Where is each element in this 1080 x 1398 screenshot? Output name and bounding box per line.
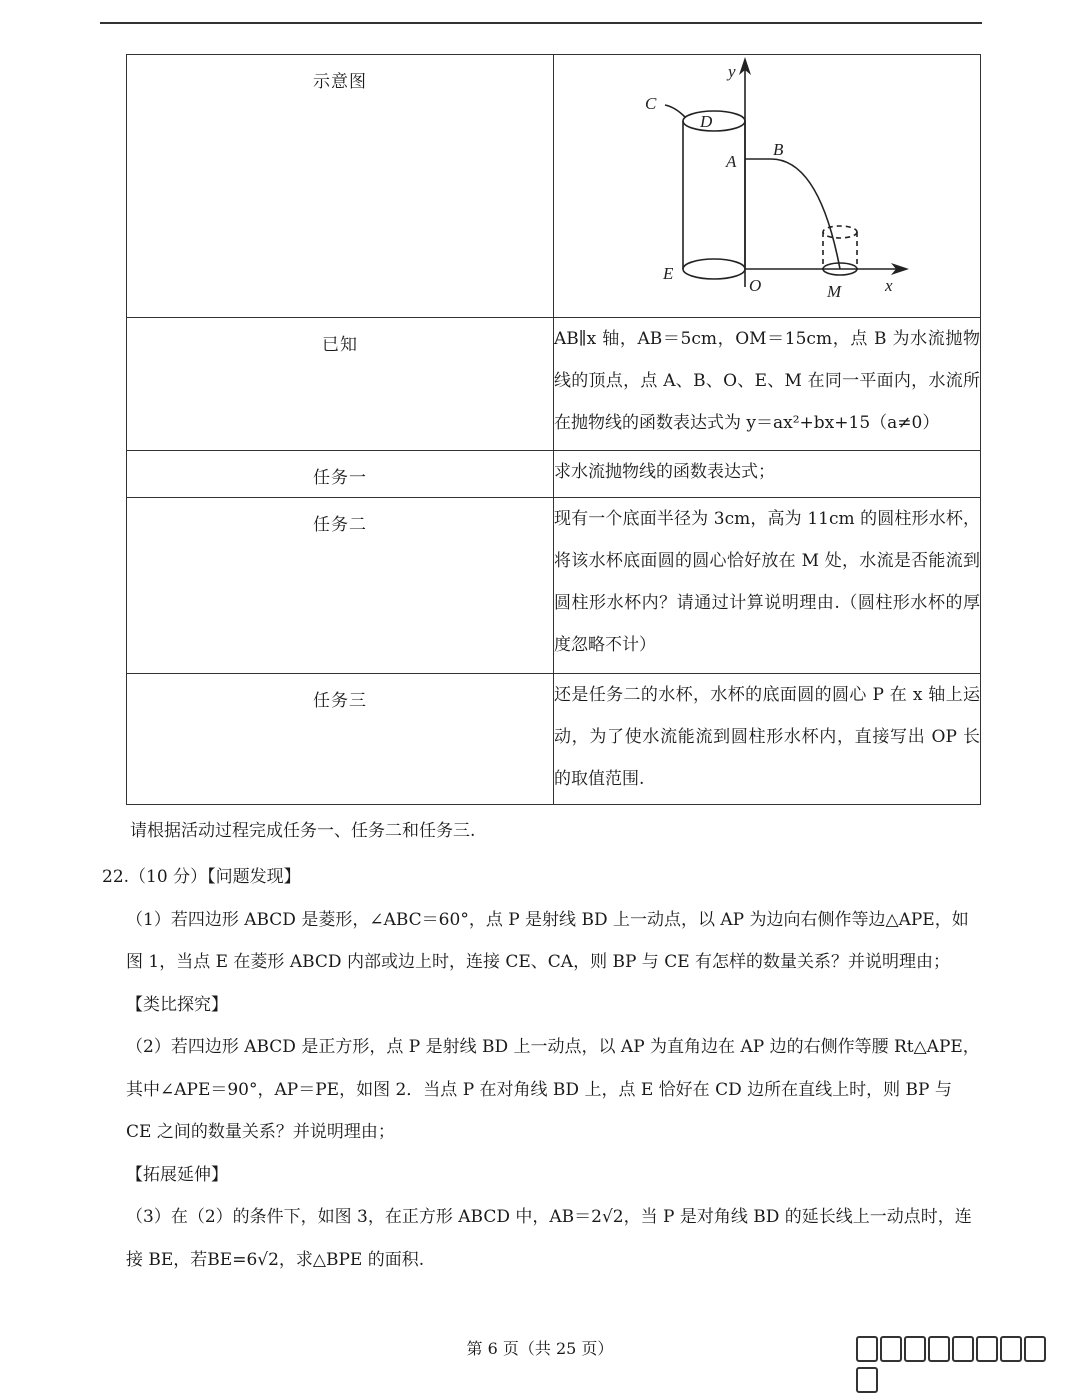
watermark-mark (856, 1336, 1061, 1362)
problem-heading: 22.（10 分）【问题发现】 (102, 867, 301, 887)
c-leader-line (665, 105, 685, 117)
row-label: 任务一 (313, 468, 367, 488)
row-content: 求水流抛物线的函数表达式； (554, 451, 981, 498)
diagram-cell (554, 55, 981, 318)
row-label: 任务三 (313, 691, 367, 711)
row-label-cell (127, 498, 554, 674)
question-3: （3）在（2）的条件下，如图 3，在正方形 ABCD 中，AB＝2√2，当 P 是对角线 BD 的延长线上一动点时，连接 BE，若BE=6√2，求△BPE 的面积. (126, 1207, 972, 1270)
row-label: 任务二 (313, 515, 367, 535)
label-e: E (663, 264, 674, 283)
row-label-cell (127, 674, 554, 805)
row-label: 已知 (322, 335, 358, 355)
cylinder-parabola-diagram (557, 55, 977, 313)
activity-table (126, 54, 981, 805)
question-2: （2）若四边形 ABCD 是正方形，点 P 是射线 BD 上一动点，以 AP 为直角边在 AP 边的右侧作等腰 Rt△APE，其中∠APE＝90°，AP＝PE，如图 2．当点 P 在对角线 BD 上，点 E 恰好在 CD 边所在直线上时，则 BP 与 CE 之间的数量关系？并说明理由； (126, 1037, 980, 1142)
row-label-cell (127, 451, 554, 498)
instruction-text: 请根据活动过程完成任务一、任务二和任务三. (130, 821, 476, 841)
table-row (127, 451, 981, 498)
row-content: AB∥x 轴，AB＝5cm，OM＝15cm，点 B 为水流抛物线的顶点，点 A、B、O、E、M 在同一平面内，水流所在抛物线的函数表达式为 y＝ax²+bx+15（a≠0） (554, 318, 981, 451)
section-heading: 【拓展延伸】 (126, 1164, 228, 1185)
section-heading: 【类比探究】 (126, 994, 228, 1015)
row-content: 还是任务二的水杯，水杯的底面圆的圆心 P 在 x 轴上运动，为了使水流能流到圆柱形水杯内，直接写出 OP 长的取值范围. (554, 674, 981, 805)
table-row (127, 55, 981, 318)
label-y: y (728, 62, 736, 81)
table-row (127, 498, 981, 674)
row-content: 现有一个底面半径为 3cm，高为 11cm 的圆柱形水杯，将该水杯底面圆的圆心恰好放在 M 处，水流是否能流到圆柱形水杯内？请通过计算说明理由.（圆柱形水杯的厚度忽略不计） (554, 498, 981, 674)
label-o: O (749, 276, 762, 295)
row-label-cell (127, 318, 554, 451)
row-label: 示意图 (313, 72, 367, 92)
table-row (127, 318, 981, 451)
label-x: x (885, 276, 893, 295)
label-b: B (773, 140, 784, 159)
page-footer: 第 6 页（共 25 页） (466, 1339, 614, 1358)
water-parabola (771, 159, 840, 269)
label-d: D (700, 112, 713, 131)
label-a: A (726, 152, 737, 171)
header-rule (100, 22, 982, 24)
label-m: M (827, 282, 842, 301)
cup-top-ellipse (823, 226, 857, 238)
table-row (127, 674, 981, 805)
label-c: C (645, 94, 657, 113)
row-label-cell (127, 55, 554, 318)
cylinder-bottom-ellipse (683, 259, 745, 279)
problem-22 (102, 856, 982, 1281)
cylinder-top-ellipse (683, 111, 745, 131)
question-1: （1）若四边形 ABCD 是菱形，∠ABC＝60°，点 P 是射线 BD 上一动点，以 AP 为边向右侧作等边△APE，如图 1，当点 E 在菱形 ABCD 内部或边上时，连接 CE、CA，则 BP 与 CE 有怎样的数量关系？并说明理由； (126, 909, 969, 972)
